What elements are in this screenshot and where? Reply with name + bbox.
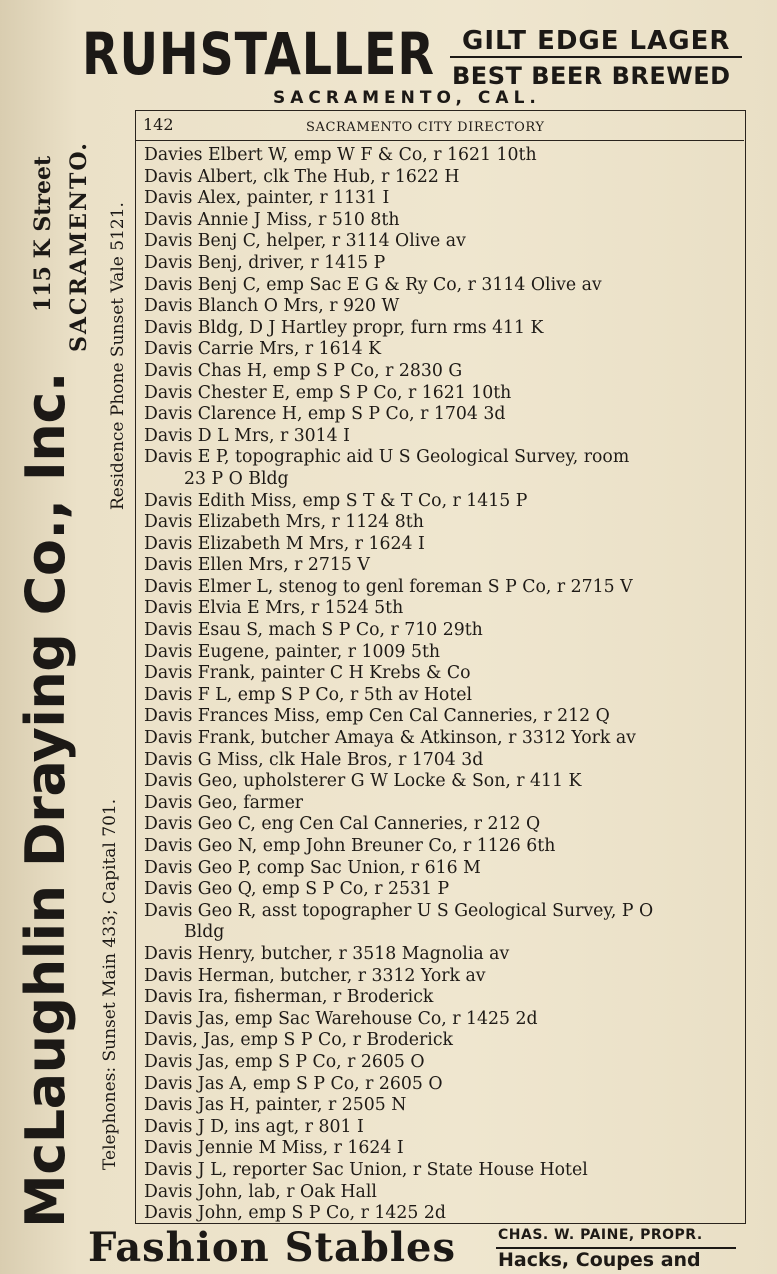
directory-entry-continuation: 23 P O Bldg bbox=[184, 468, 289, 489]
directory-entry: Davis Frank, butcher Amaya & Atkinson, r 3312 York av bbox=[144, 728, 636, 749]
directory-entry: Davis Jas, emp S P Co, r 2605 O bbox=[144, 1051, 425, 1072]
footer-ad-proprietor: CHAS. W. PAINE, PROPR. bbox=[498, 1227, 703, 1243]
directory-entry-continuation: Bldg bbox=[184, 922, 225, 943]
directory-entry: Davis Elmer L, stenog to genl foreman S P Co, r 2715 V bbox=[144, 576, 633, 597]
side-ad-phones: Telephones: Sunset Main 433; Capital 701. bbox=[100, 798, 120, 1170]
directory-entry: Davis Eugene, painter, r 1009 5th bbox=[144, 641, 441, 662]
directory-entry: Davis Benj C, emp Sac E G & Ry Co, r 3114 Olive av bbox=[144, 274, 602, 295]
directory-entry: Davis Henry, butcher, r 3518 Magnolia av bbox=[144, 943, 510, 964]
directory-entry: Davis Carrie Mrs, r 1614 K bbox=[144, 339, 382, 360]
directory-entries bbox=[144, 145, 742, 1225]
directory-entry: Davis Geo N, emp John Breuner Co, r 1126 6th bbox=[144, 836, 556, 856]
directory-entry: Davis Blanch O Mrs, r 920 W bbox=[144, 296, 400, 317]
page-number: 142 bbox=[143, 115, 174, 134]
directory-entry: Davis Benj C, helper, r 3114 Olive av bbox=[144, 231, 466, 252]
directory-entry: Davis Elvia E Mrs, r 1524 5th bbox=[144, 598, 404, 619]
directory-entry: Davis D L Mrs, r 3014 I bbox=[144, 425, 350, 446]
directory-entry: Davis Chas H, emp S P Co, r 2830 G bbox=[144, 360, 463, 381]
directory-entry: Davis Chester E, emp S P Co, r 1621 10th bbox=[144, 382, 512, 403]
directory-entry: Davis Ellen Mrs, r 2715 V bbox=[144, 555, 370, 576]
directory-entry: Davies Elbert W, emp W F & Co, r 1621 10th bbox=[144, 145, 537, 165]
directory-entry: Davis Bldg, D J Hartley propr, furn rms 411 K bbox=[144, 317, 544, 338]
directory-entry: Davis Geo R, asst topographer U S Geological Survey, P O bbox=[144, 900, 654, 921]
directory-header-rule bbox=[135, 140, 744, 141]
directory-entry: Davis Edith Miss, emp S T & T Co, r 1415 P bbox=[144, 490, 528, 511]
directory-entry: Davis Annie J Miss, r 510 8th bbox=[144, 209, 400, 230]
directory-entry: Davis Clarence H, emp S P Co, r 1704 3d bbox=[144, 404, 506, 425]
directory-entry: Davis Benj, driver, r 1415 P bbox=[144, 252, 386, 273]
side-ad-residence-phone: Residence Phone Sunset Vale 5121. bbox=[108, 202, 128, 510]
brewery-brand: RUHSTALLER bbox=[82, 20, 435, 88]
side-ad-company: McLaughlin Draying Co., Inc. bbox=[14, 372, 77, 1228]
directory-entry: Davis F L, emp S P Co, r 5th av Hotel bbox=[144, 684, 473, 705]
directory-entry: Davis Geo C, eng Cen Cal Canneries, r 212 Q bbox=[144, 814, 541, 835]
directory-entry: Davis Alex, painter, r 1131 I bbox=[144, 188, 390, 209]
directory-entry: Davis J D, ins agt, r 801 I bbox=[144, 1116, 364, 1137]
brewery-tagline-top: GILT EDGE LAGER bbox=[462, 26, 731, 56]
footer-ad-name: Fashion Stables bbox=[88, 1224, 457, 1271]
brewery-tagline-bottom: BEST BEER BREWED bbox=[452, 62, 731, 90]
directory-entry: Davis Esau S, mach S P Co, r 710 29th bbox=[144, 620, 483, 641]
side-ad-city: SACRAMENTO. bbox=[66, 141, 92, 352]
footer-ad-services: Hacks, Coupes and bbox=[498, 1249, 701, 1271]
header-divider bbox=[450, 56, 742, 58]
brewery-city: SACRAMENTO, CAL. bbox=[273, 88, 541, 108]
directory-entry: Davis Geo Q, emp S P Co, r 2531 P bbox=[144, 879, 450, 900]
directory-entry: Davis Jas, emp Sac Warehouse Co, r 1425 2d bbox=[144, 1008, 538, 1029]
directory-entry: Davis Jas A, emp S P Co, r 2605 O bbox=[144, 1073, 443, 1094]
directory-entry: Davis G Miss, clk Hale Bros, r 1704 3d bbox=[144, 749, 484, 770]
directory-entry: Davis Jas H, painter, r 2505 N bbox=[144, 1095, 407, 1116]
directory-entry: Davis Herman, butcher, r 3312 York av bbox=[144, 965, 486, 986]
directory-entry: Davis J L, reporter Sac Union, r State House Hotel bbox=[144, 1159, 588, 1180]
directory-entry: Davis E P, topographic aid U S Geological Survey, room bbox=[144, 447, 630, 468]
directory-entry: Davis Frank, painter C H Krebs & Co bbox=[144, 663, 471, 684]
directory-entry: Davis John, lab, r Oak Hall bbox=[144, 1181, 377, 1202]
directory-entry: Davis John, emp S P Co, r 1425 2d bbox=[144, 1203, 446, 1224]
directory-entry: Davis Frances Miss, emp Cen Cal Canneries, r 212 Q bbox=[144, 706, 610, 727]
directory-entry: Davis Jennie M Miss, r 1624 I bbox=[144, 1138, 404, 1159]
side-ad-address: 115 K Street bbox=[30, 155, 56, 312]
directory-entry: Davis, Jas, emp S P Co, r Broderick bbox=[144, 1030, 453, 1051]
directory-entry: Davis Elizabeth M Mrs, r 1624 I bbox=[144, 533, 425, 554]
running-title: SACRAMENTO CITY DIRECTORY bbox=[306, 120, 545, 135]
directory-entry: Davis Albert, clk The Hub, r 1622 H bbox=[144, 166, 460, 187]
directory-entry: Davis Geo, farmer bbox=[144, 792, 304, 813]
directory-entry: Davis Elizabeth Mrs, r 1124 8th bbox=[144, 512, 424, 533]
directory-entry: Davis Geo, upholsterer G W Locke & Son, r 411 K bbox=[144, 771, 582, 792]
directory-entry: Davis Geo P, comp Sac Union, r 616 M bbox=[144, 857, 481, 878]
directory-entry: Davis Ira, fisherman, r Broderick bbox=[144, 987, 434, 1008]
